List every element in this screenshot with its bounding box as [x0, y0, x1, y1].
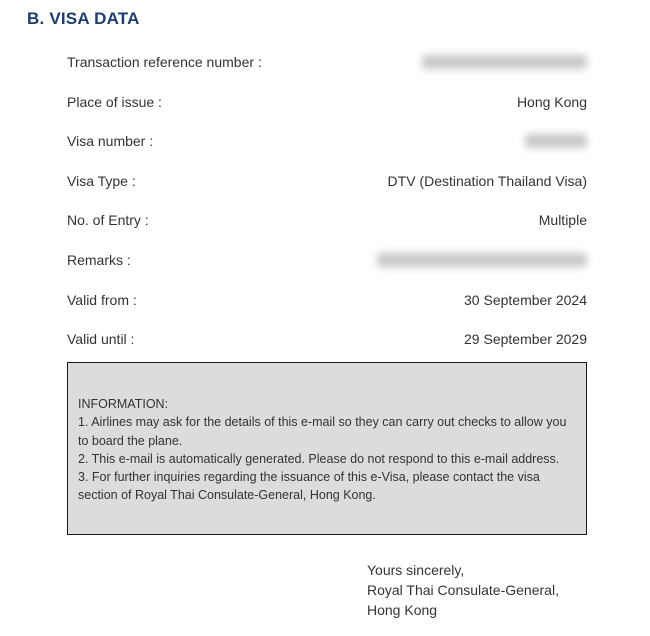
field-label: Valid from :	[67, 292, 137, 308]
field-valid-until	[67, 328, 587, 350]
signoff-org-line2: Hong Kong	[367, 602, 438, 618]
field-number-of-entry	[67, 209, 587, 231]
field-value-redacted	[422, 51, 587, 75]
field-label: Place of issue :	[67, 94, 162, 110]
field-valid-from	[67, 289, 587, 311]
field-label: Visa Type :	[67, 173, 136, 189]
section-title: B. VISA DATA	[27, 9, 140, 28]
information-item: 3. For further inquiries regarding the issuance of this e-Visa, please contact the visa section of Royal Thai Consulate-General, Hong Kong.	[78, 470, 540, 503]
field-value-redacted	[377, 249, 587, 273]
signoff-closing: Yours sincerely,	[367, 562, 465, 578]
signoff-org-line1: Royal Thai Consulate-General,	[367, 582, 559, 598]
field-label: No. of Entry :	[67, 212, 149, 228]
field-place-of-issue	[67, 91, 587, 113]
field-label: Remarks :	[67, 252, 131, 268]
field-value: 29 September 2029	[464, 331, 587, 347]
information-item: 1. Airlines may ask for the details of this e-mail so they can carry out checks to allow you to board the plane.	[78, 415, 567, 448]
information-heading: INFORMATION:	[78, 397, 169, 411]
field-value: Multiple	[538, 212, 587, 228]
field-label: Transaction reference number :	[67, 54, 262, 70]
field-transaction-reference	[67, 51, 587, 73]
field-label: Visa number :	[67, 133, 154, 149]
information-item: 2. This e-mail is automatically generated. Please do not respond to this e-mail address.	[78, 451, 560, 466]
field-label: Valid until :	[67, 331, 135, 347]
field-value-redacted	[525, 130, 587, 154]
field-visa-number	[67, 130, 587, 152]
field-value: DTV (Destination Thailand Visa)	[387, 173, 587, 189]
signoff	[367, 560, 559, 620]
field-value: 30 September 2024	[464, 292, 587, 308]
information-box	[67, 362, 587, 535]
field-visa-type	[67, 170, 587, 192]
field-remarks	[67, 249, 587, 271]
field-value: Hong Kong	[516, 94, 587, 110]
